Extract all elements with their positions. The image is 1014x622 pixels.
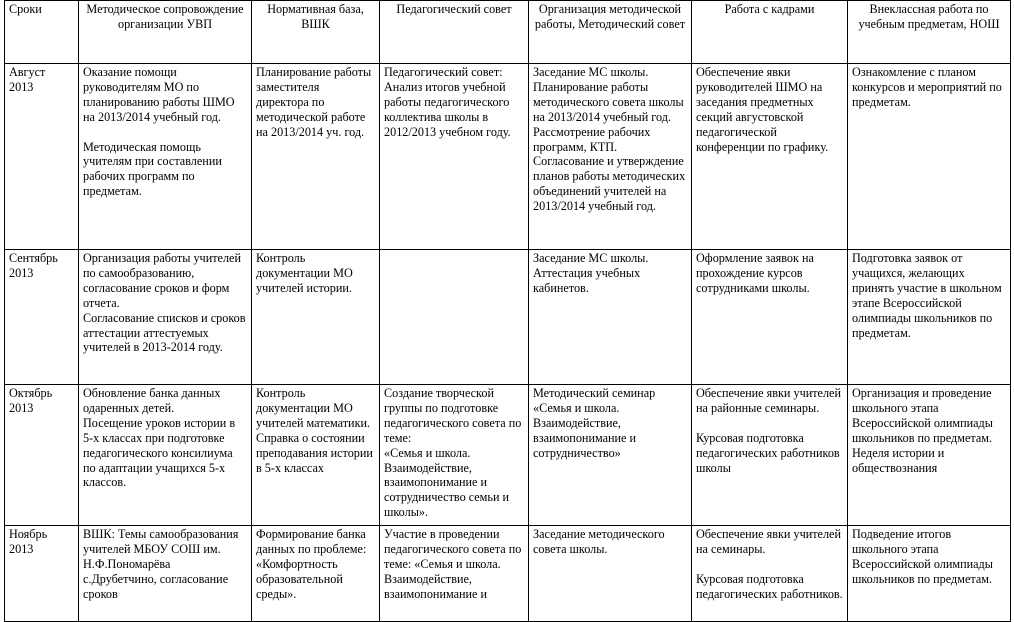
header-pedcouncil: Педагогический совет (380, 1, 529, 64)
cell-metwork: Методический семинар «Семья и школа. Взаимодействие, взаимопонимание и сотрудничество» (529, 385, 692, 526)
cell-pedcouncil: Участие в проведении педагогического совета по теме: «Семья и школа. Взаимодействие, взаимопонимание и (380, 526, 529, 622)
cell-period: Ноябрь 2013 (5, 526, 79, 622)
cell-methodical: ВШК: Темы самообразования учителей МБОУ СОШ им. Н.Ф.Пономарёва с.Друбетчино, согласование сроков (79, 526, 252, 622)
cell-pedcouncil: Педагогический совет: Анализ итогов учебной работы педагогического коллектива школы в 2012/2013 учебном году. (380, 64, 529, 250)
cell-metwork: Заседание МС школы. Планирование работы методического совета школы на 2013/2014 учебный год. Рассмотрение рабочих программ, КТП. Согласование и утверждение планов работы методических объединений учителей на 2013/2014 учебный год. (529, 64, 692, 250)
cell-normative: Контроль документации МО учителей истории. (252, 250, 380, 385)
header-metwork: Организация методической работы, Методический совет (529, 1, 692, 64)
cell-normative: Контроль документации МО учителей математики. Справка о состоянии преподавания истории в 5-х классах (252, 385, 380, 526)
cell-normative: Планирование работы заместителя директора по методической работе на 2013/2014 уч. год. (252, 64, 380, 250)
table-row (5, 526, 1011, 622)
table-row (5, 385, 1011, 526)
header-period: Сроки (5, 1, 79, 64)
header-methodical: Методическое сопровождение организации УВП (79, 1, 252, 64)
cell-staff: Оформление заявок на прохождение курсов сотрудниками школы. (692, 250, 848, 385)
cell-extracurricular: Организация и проведение школьного этапа Всероссийской олимпиады школьников по предметам. Неделя истории и обществознания (848, 385, 1011, 526)
cell-methodical: Оказание помощи руководителям МО по планированию работы ШМО на 2013/2014 учебный год. Методическая помощь учителям при составлении рабочих программ по предметам. (79, 64, 252, 250)
header-staff: Работа с кадрами (692, 1, 848, 64)
header-extracurricular: Внеклассная работа по учебным предметам, НОШ (848, 1, 1011, 64)
cell-extracurricular: Подведение итогов школьного этапа Всероссийской олимпиады школьников по предметам. (848, 526, 1011, 622)
cell-methodical: Обновление банка данных одаренных детей. Посещение уроков истории в 5-х классах при подготовке педагогического консилиума по адаптации учащихся 5-х классов. (79, 385, 252, 526)
cell-staff: Обеспечение явки учителей на семинары. Курсовая подготовка педагогических работников. (692, 526, 848, 622)
cell-staff: Обеспечение явки учителей на районные семинары. Курсовая подготовка педагогических работников школы (692, 385, 848, 526)
header-normative: Нормативная база, ВШК (252, 1, 380, 64)
cell-period: Сентябрь 2013 (5, 250, 79, 385)
work-plan-table (4, 0, 1011, 622)
cell-pedcouncil (380, 250, 529, 385)
cell-staff: Обеспечение явки руководителей ШМО на заседания предметных секций августовской педагогической конференции по графику. (692, 64, 848, 250)
cell-period: Август 2013 (5, 64, 79, 250)
cell-period: Октябрь 2013 (5, 385, 79, 526)
cell-metwork: Заседание методического совета школы. (529, 526, 692, 622)
table-row (5, 250, 1011, 385)
cell-extracurricular: Ознакомление с планом конкурсов и мероприятий по предметам. (848, 64, 1011, 250)
cell-normative: Формирование банка данных по проблеме: «Комфортность образовательной среды». (252, 526, 380, 622)
cell-methodical: Организация работы учителей по самообразованию, согласование сроков и форм отчета. Согласование списков и сроков аттестации аттестуемых учителей в 2013-2014 году. (79, 250, 252, 385)
header-row (5, 1, 1011, 64)
cell-metwork: Заседание МС школы. Аттестация учебных кабинетов. (529, 250, 692, 385)
cell-pedcouncil: Создание творческой группы по подготовке педагогического совета по теме: «Семья и школа. Взаимодействие, взаимопонимание и сотрудничество семьи и школы». (380, 385, 529, 526)
cell-extracurricular: Подготовка заявок от учащихся, желающих принять участие в школьном этапе Всероссийской олимпиады школьников по предметам. (848, 250, 1011, 385)
table-row (5, 64, 1011, 250)
